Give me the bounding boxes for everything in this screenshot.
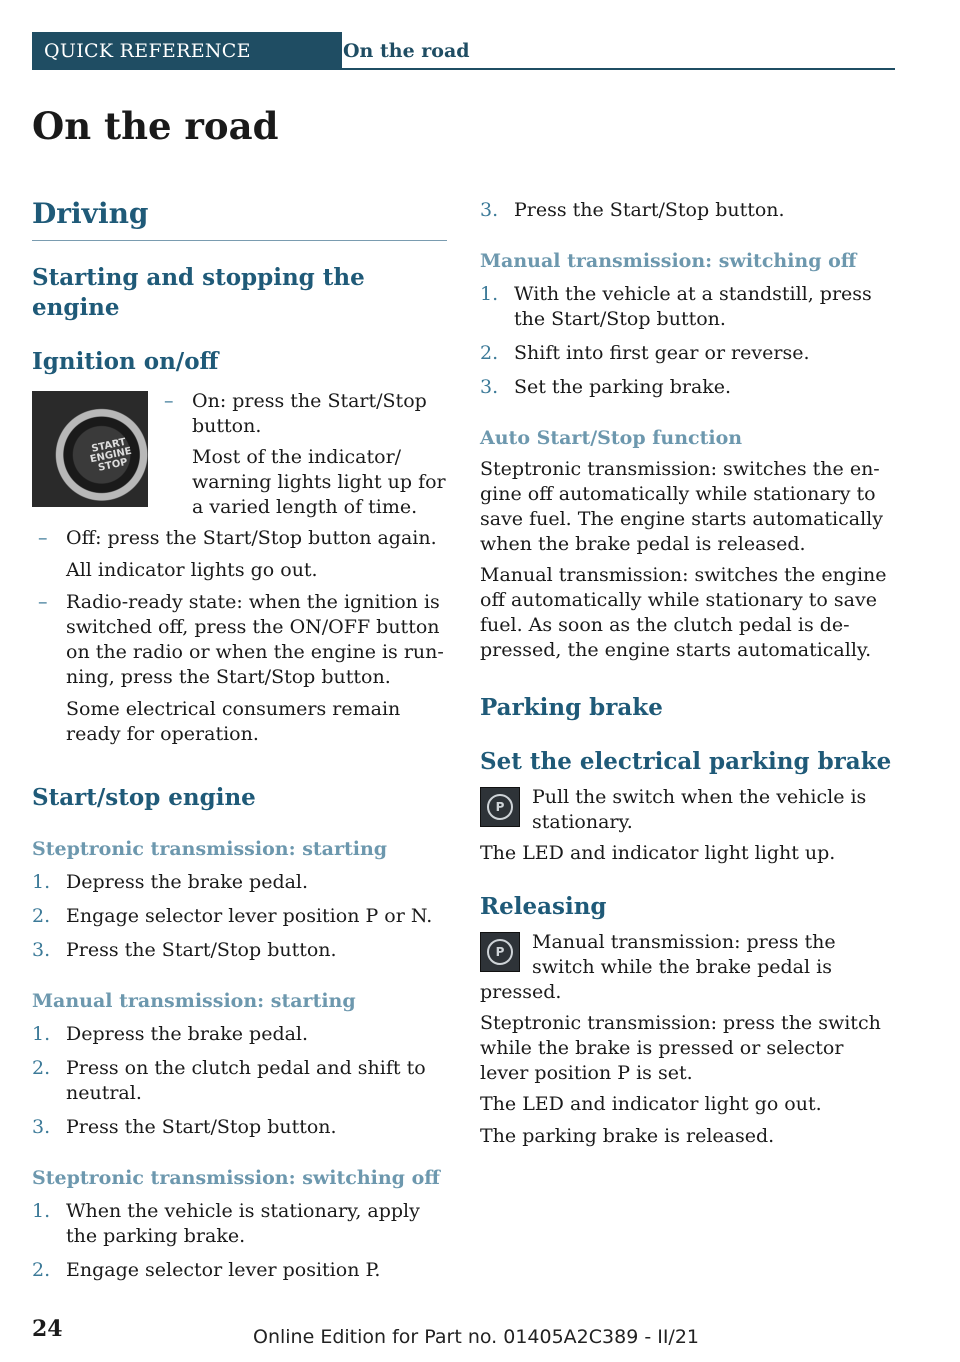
list-item: 3. Press the Start/Stop button. bbox=[480, 199, 785, 221]
left-column bbox=[32, 196, 447, 1283]
list-item: 1. When the vehicle is stationary, apply the parking brake. bbox=[32, 1200, 420, 1247]
parking-brake-icon bbox=[480, 932, 520, 972]
heading-start-stop-engine: Start/stop engine bbox=[32, 784, 256, 811]
section-label: QUICK REFERENCE bbox=[32, 32, 342, 70]
set-brake-text: Pull the switch when the vehicle is stationary. bbox=[532, 786, 867, 833]
list-item: 1. Depress the brake pedal. bbox=[32, 1023, 309, 1045]
list-item-radio: – Radio-ready state: when the ignition is switched off, press the ON/OFF button on the radio or when the engine is run‐ ning, press the Start/Stop button. bbox=[38, 591, 444, 688]
release-paragraph-2: The LED and indicator light go out. bbox=[480, 1093, 822, 1115]
list-item: 2. Engage selector lever position P. bbox=[32, 1259, 381, 1281]
heading-steptronic-starting: Steptronic transmission: starting bbox=[32, 838, 388, 860]
off-sub-text: All indicator lights go out. bbox=[66, 559, 318, 581]
auto-paragraph-1: Steptronic transmission: switches the en‐ gine off automatically while stationary to save fuel. The engine starts automatically when the brake pedal is released. bbox=[480, 458, 883, 555]
auto-paragraph-2: Manual transmission: switches the engine off automatically while stationary to save fuel. As soon as the clutch pedal is de‐ pressed, the engine starts automatically. bbox=[480, 564, 887, 661]
heading-manual-starting: Manual transmission: starting bbox=[32, 990, 356, 1012]
heading-parking-brake: Parking brake bbox=[480, 694, 663, 721]
list-item: 3. Press the Start/Stop button. bbox=[32, 1116, 337, 1138]
release-paragraph-1: Steptronic transmission: press the switch while the brake is pressed or selector lever position P is set. bbox=[480, 1012, 881, 1084]
list-item: 3. Set the parking brake. bbox=[480, 376, 732, 398]
on-sub-text: Most of the indicator/ warning lights light up for a varied length of time. bbox=[192, 446, 446, 518]
list-item: 2. Press on the clutch pedal and shift to neutral. bbox=[32, 1057, 426, 1104]
set-led-text: The LED and indicator light light up. bbox=[480, 842, 836, 864]
page-header bbox=[32, 32, 895, 70]
parking-brake-icon bbox=[480, 787, 520, 827]
heading-releasing: Releasing bbox=[480, 893, 607, 920]
steptronic-off-list-continued bbox=[480, 198, 895, 223]
page-number: 24 bbox=[32, 1316, 63, 1342]
heading-manual-switching-off: Manual transmission: switching off bbox=[480, 250, 857, 272]
list-item: 2. Shift into first gear or reverse. bbox=[480, 342, 810, 364]
heading-ignition: Ignition on/off bbox=[32, 348, 219, 375]
heading-steptronic-switching-off: Steptronic transmission: switching off bbox=[32, 1167, 440, 1189]
dash-marker: – bbox=[38, 527, 48, 549]
steptronic-off-list bbox=[32, 1199, 447, 1283]
release-paragraph-3: The parking brake is released. bbox=[480, 1125, 775, 1147]
heading-set-parking-brake: Set the electrical parking brake bbox=[480, 748, 892, 775]
radio-sub-text: Some electrical consumers remain ready for operation. bbox=[66, 698, 401, 745]
list-item-on: – On: press the Start/Stop button. bbox=[164, 390, 427, 437]
dash-marker: – bbox=[38, 591, 48, 613]
steptronic-starting-list bbox=[32, 870, 447, 963]
list-item: 3. Press the Start/Stop button. bbox=[32, 939, 337, 961]
right-column bbox=[480, 198, 895, 1149]
list-item: 2. Engage selector lever position P or N. bbox=[32, 905, 433, 927]
page-title: On the road bbox=[32, 104, 279, 148]
heading-driving: Driving bbox=[32, 196, 447, 241]
footer-text: Online Edition for Part no. 01405A2C389 - II/21 bbox=[253, 1326, 700, 1348]
list-item: 1. With the vehicle at a standstill, press the Start/Stop button. bbox=[480, 283, 872, 330]
list-item-off: – Off: press the Start/Stop button again. bbox=[38, 527, 437, 549]
parking-brake-icon-letter: P bbox=[487, 939, 513, 965]
chapter-label: On the road bbox=[343, 40, 470, 62]
heading-starting-stopping: Starting and stopping the engine bbox=[32, 264, 365, 321]
dash-marker: – bbox=[164, 390, 174, 412]
start-stop-button-image bbox=[32, 391, 148, 507]
release-text: Manual transmission: press the switch while the brake pedal is pressed. bbox=[480, 931, 836, 1003]
manual-starting-list bbox=[32, 1022, 447, 1140]
heading-auto-start-stop: Auto Start/Stop function bbox=[480, 427, 743, 449]
parking-brake-icon-letter: P bbox=[487, 794, 513, 820]
manual-off-list bbox=[480, 282, 895, 400]
start-stop-image-text: START ENGINE STOP bbox=[89, 436, 133, 474]
list-item: 1. Depress the brake pedal. bbox=[32, 871, 309, 893]
